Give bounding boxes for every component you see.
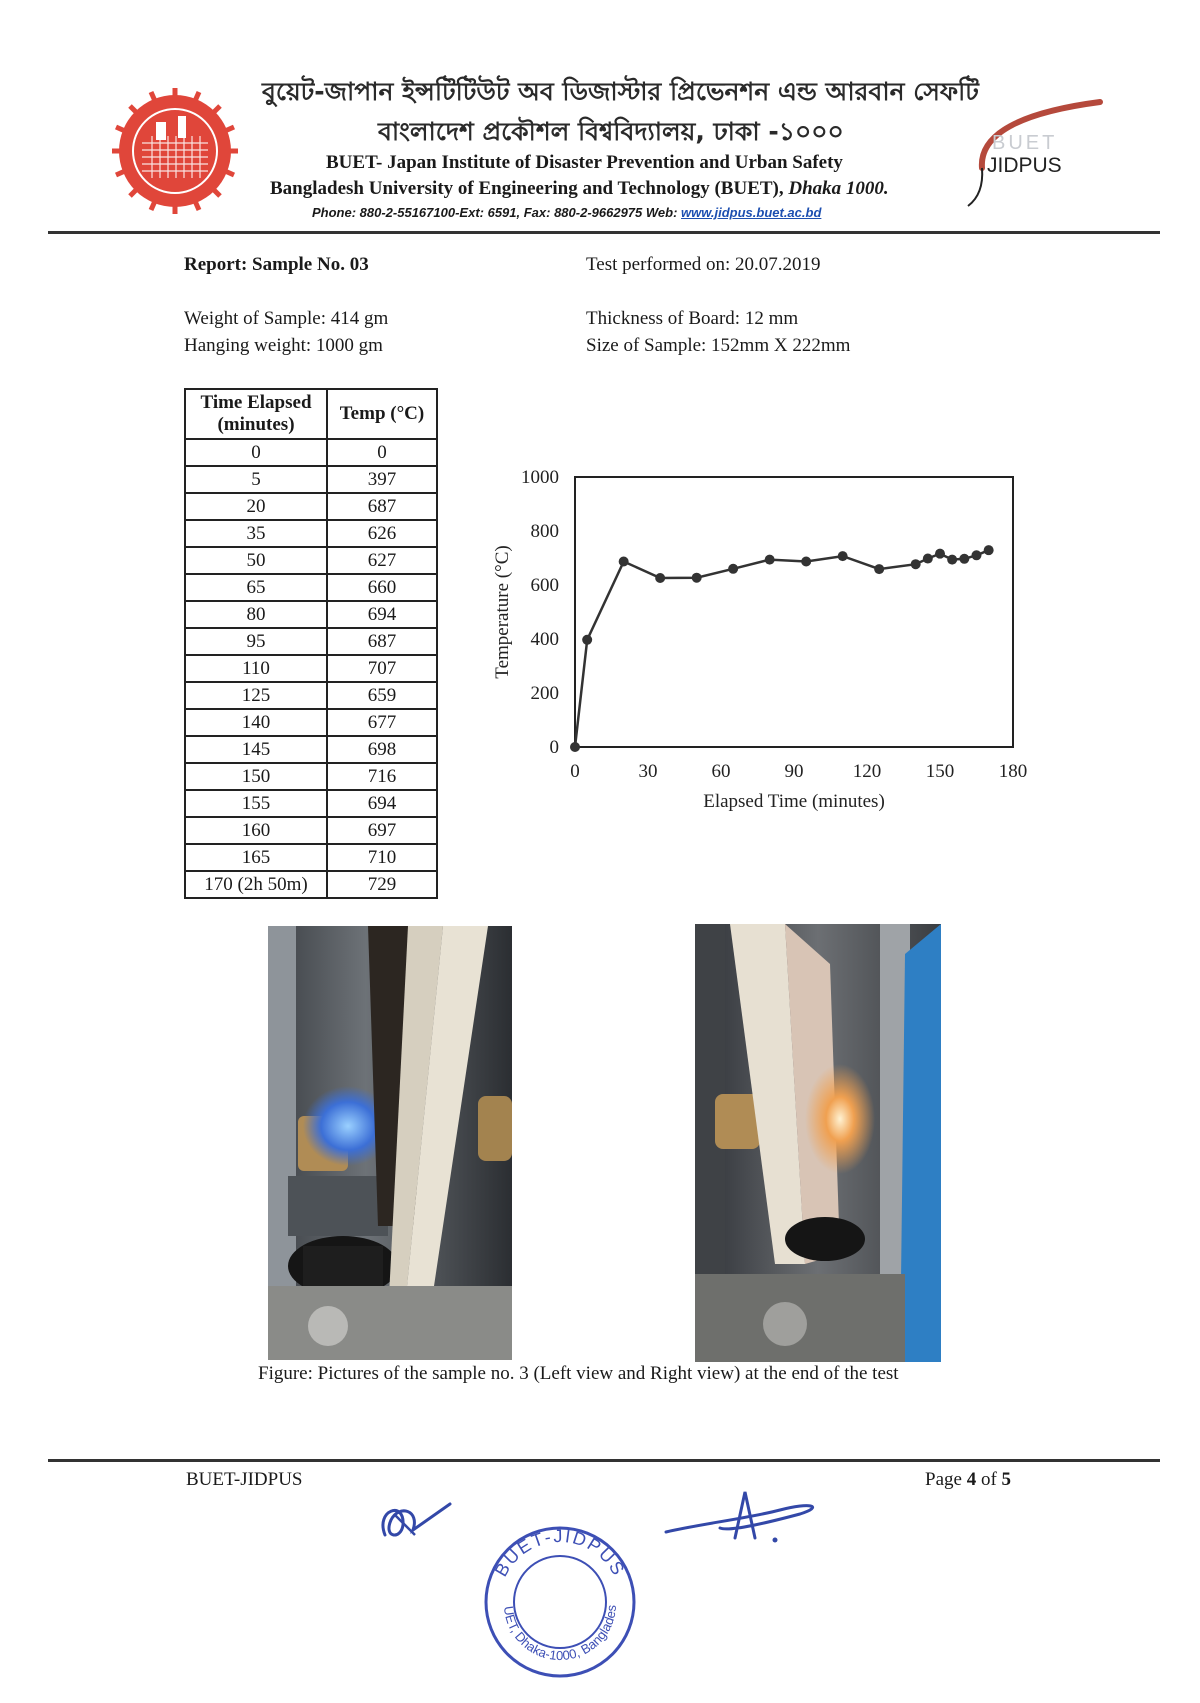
cell-temp: 660: [327, 574, 437, 601]
bangla-university-name: বাংলাদেশ প্রকৌশল বিশ্ববিদ্যালয়, ঢাকা -১০০০: [378, 117, 844, 146]
cell-time: 35: [185, 520, 327, 547]
header-time-elapsed: Time Elapsed (minutes): [185, 389, 327, 439]
x-axis-label: Elapsed Time (minutes): [703, 791, 885, 812]
header-divider: [48, 231, 1160, 234]
table-row: [185, 871, 437, 898]
buet-logo: [112, 88, 238, 214]
data-point: [801, 557, 811, 567]
data-point: [947, 555, 957, 565]
page-number: [925, 1469, 1011, 1491]
data-point: [838, 551, 848, 561]
table-row: [185, 574, 437, 601]
table-row: [185, 736, 437, 763]
y-axis-label: Temperature (°C): [492, 545, 513, 679]
page-current: 4: [966, 1469, 977, 1490]
official-stamp: [480, 1522, 640, 1682]
table-row: [185, 439, 437, 466]
cell-time: 155: [185, 790, 327, 817]
header-temp: Temp (°C): [327, 389, 437, 439]
cell-temp: 626: [327, 520, 437, 547]
data-point: [935, 549, 945, 559]
table-header-row: [185, 389, 437, 439]
cell-temp: 659: [327, 682, 437, 709]
board-thickness: Thickness of Board: 12 mm: [586, 308, 799, 329]
stamp-bottom-text: UET, Dhaka-1000, Banglades: [500, 1604, 620, 1664]
y-tick-label: 200: [530, 683, 559, 704]
page-of: of: [980, 1469, 997, 1490]
sample-photo-left-view: [268, 926, 512, 1360]
contact-phone-fax: Phone: 880-2-55167100-Ext: 6591, Fax: 880-2-9662975 Web:: [312, 205, 678, 220]
cell-time: 0: [185, 439, 327, 466]
cell-time: 80: [185, 601, 327, 628]
cell-time: 125: [185, 682, 327, 709]
university-city: Dhaka 1000.: [788, 178, 889, 199]
y-tick-label: 600: [530, 575, 559, 596]
data-point: [972, 550, 982, 560]
cell-temp: 710: [327, 844, 437, 871]
data-point: [765, 555, 775, 565]
cell-temp: 694: [327, 790, 437, 817]
table-row: [185, 547, 437, 574]
cell-temp: 729: [327, 871, 437, 898]
x-tick-label: 90: [784, 761, 804, 782]
cell-temp: 698: [327, 736, 437, 763]
data-point: [582, 635, 592, 645]
table-row: [185, 466, 437, 493]
x-tick-label: 60: [711, 761, 731, 782]
sample-size: Size of Sample: 152mm X 222mm: [586, 335, 851, 356]
contact-line: [312, 205, 821, 220]
y-tick-label: 800: [530, 521, 559, 542]
svg-text:BUET-JIDPUS: [491, 1526, 629, 1580]
table-row: [185, 601, 437, 628]
cell-temp: 397: [327, 466, 437, 493]
institute-name: BUET- Japan Institute of Disaster Prevention and Urban Safety: [326, 152, 843, 173]
data-point: [619, 557, 629, 567]
bangla-institute-title: বুয়েট-জাপান ইন্সটিটিউট অব ডিজাস্টার প্রিভেনশন এন্ড আরবান সেফটি: [262, 77, 979, 106]
university-name: [270, 178, 889, 200]
x-tick-label: 150: [925, 761, 955, 782]
table-row: [185, 628, 437, 655]
jidpus-logo: [960, 98, 1110, 208]
data-point: [728, 564, 738, 574]
y-tick-label: 1000: [521, 467, 559, 488]
university-main: Bangladesh University of Engineering and Technology (BUET),: [270, 178, 784, 199]
table-row: [185, 844, 437, 871]
cell-temp: 687: [327, 628, 437, 655]
jidpus-logo-buet: BUET: [992, 132, 1058, 154]
cell-time: 50: [185, 547, 327, 574]
footer-org: BUET-JIDPUS: [186, 1469, 303, 1490]
data-point: [959, 554, 969, 564]
cell-time: 95: [185, 628, 327, 655]
cell-time: 165: [185, 844, 327, 871]
cell-time: 5: [185, 466, 327, 493]
cell-time: 150: [185, 763, 327, 790]
signature-right: [660, 1488, 830, 1550]
page-prefix: Page: [925, 1469, 962, 1490]
temperature-table: [184, 388, 438, 899]
test-date: Test performed on: 20.07.2019: [586, 254, 821, 275]
cell-temp: 677: [327, 709, 437, 736]
x-tick-label: 120: [852, 761, 882, 782]
cell-temp: 707: [327, 655, 437, 682]
table-row: [185, 520, 437, 547]
jidpus-logo-text: JIDPUS: [987, 154, 1062, 177]
chart-plot-area: [575, 477, 1013, 747]
x-tick-label: 180: [998, 761, 1028, 782]
report-title: Report: Sample No. 03: [184, 254, 369, 275]
signature-left: [365, 1490, 455, 1550]
page-total: 5: [1001, 1469, 1012, 1490]
series-line: [575, 550, 989, 747]
cell-time: 65: [185, 574, 327, 601]
footer-divider: [48, 1459, 1160, 1462]
x-tick-label: 0: [570, 761, 580, 782]
data-point: [692, 573, 702, 583]
cell-temp: 716: [327, 763, 437, 790]
website-link[interactable]: www.jidpus.buet.ac.bd: [681, 205, 822, 220]
y-tick-label: 400: [530, 629, 559, 650]
table-row: [185, 709, 437, 736]
cell-temp: 687: [327, 493, 437, 520]
figure-caption: Figure: Pictures of the sample no. 3 (Left view and Right view) at the end of the test: [258, 1363, 899, 1384]
cell-time: 160: [185, 817, 327, 844]
data-point: [911, 559, 921, 569]
data-point: [570, 742, 580, 752]
cell-time: 140: [185, 709, 327, 736]
cell-temp: 627: [327, 547, 437, 574]
cell-temp: 697: [327, 817, 437, 844]
data-point: [874, 564, 884, 574]
data-point: [655, 573, 665, 583]
x-tick-label: 30: [638, 761, 658, 782]
y-tick-label: 0: [549, 737, 559, 758]
table-row: [185, 817, 437, 844]
stamp-top-text: BUET-JIDPUS: [490, 1525, 630, 1580]
sample-weight: Weight of Sample: 414 gm: [184, 308, 389, 329]
data-point: [923, 554, 933, 564]
cell-time: 110: [185, 655, 327, 682]
cell-time: 20: [185, 493, 327, 520]
hanging-weight: Hanging weight: 1000 gm: [184, 335, 383, 356]
cell-temp: 694: [327, 601, 437, 628]
table-row: [185, 682, 437, 709]
table-row: [185, 493, 437, 520]
table-row: [185, 655, 437, 682]
cell-time: 145: [185, 736, 327, 763]
data-point: [984, 545, 994, 555]
table-row: [185, 763, 437, 790]
cell-temp: 0: [327, 439, 437, 466]
cell-time: 170 (2h 50m): [185, 871, 327, 898]
sample-photo-right-view: [695, 924, 941, 1362]
temperature-chart: [480, 455, 1050, 835]
table-row: [185, 790, 437, 817]
